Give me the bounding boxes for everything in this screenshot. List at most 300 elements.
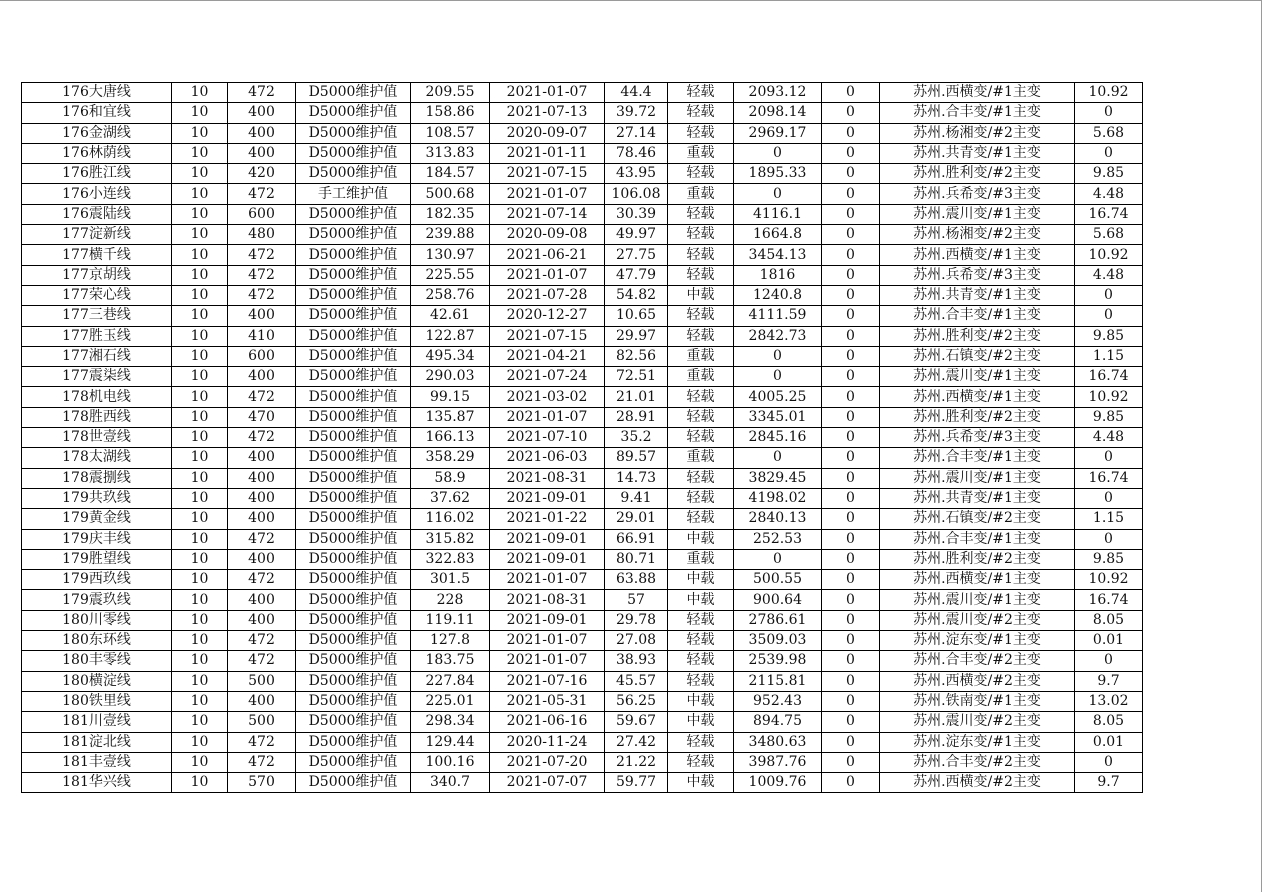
cell-transformer-load: 0 <box>1075 651 1143 671</box>
cell-current-value: 227.84 <box>411 671 490 691</box>
cell-rated-current: 600 <box>228 346 296 366</box>
cell-transformer-load: 5.68 <box>1075 225 1143 245</box>
table-row <box>22 245 1143 265</box>
cell-record-date: 2020-09-07 <box>490 123 605 143</box>
cell-transformer-load: 16.74 <box>1075 590 1143 610</box>
cell-load-rate: 66.91 <box>605 529 668 549</box>
cell-transformer: 苏州.震川变/#1主变 <box>880 204 1075 224</box>
cell-load-status: 轻载 <box>668 752 734 772</box>
cell-transformer: 苏州.震川变/#2主变 <box>880 712 1075 732</box>
cell-available-capacity: 0 <box>734 143 822 163</box>
cell-load-status: 轻载 <box>668 225 734 245</box>
cell-load-rate: 29.78 <box>605 610 668 630</box>
cell-load-status: 重载 <box>668 448 734 468</box>
cell-record-date: 2021-08-31 <box>490 468 605 488</box>
cell-current-value: 301.5 <box>411 570 490 590</box>
cell-load-rate: 21.01 <box>605 387 668 407</box>
cell-rated-current: 472 <box>228 651 296 671</box>
table-row <box>22 407 1143 427</box>
cell-transformer-load: 5.68 <box>1075 123 1143 143</box>
cell-zero-value: 0 <box>822 204 880 224</box>
cell-transformer-load: 0 <box>1075 488 1143 508</box>
cell-load-rate: 59.67 <box>605 712 668 732</box>
cell-current-value: 42.61 <box>411 306 490 326</box>
table-row <box>22 752 1143 772</box>
table-row <box>22 529 1143 549</box>
cell-record-date: 2021-07-16 <box>490 671 605 691</box>
cell-available-capacity: 1009.76 <box>734 773 822 793</box>
cell-current-value: 184.57 <box>411 164 490 184</box>
cell-current-value: 58.9 <box>411 468 490 488</box>
cell-voltage: 10 <box>172 732 228 752</box>
cell-maintenance-source: D5000维护值 <box>296 123 411 143</box>
cell-zero-value: 0 <box>822 367 880 387</box>
cell-load-rate: 43.95 <box>605 164 668 184</box>
table-row <box>22 488 1143 508</box>
cell-maintenance-source: D5000维护值 <box>296 773 411 793</box>
cell-current-value: 108.57 <box>411 123 490 143</box>
cell-transformer-load: 10.92 <box>1075 245 1143 265</box>
cell-load-rate: 63.88 <box>605 570 668 590</box>
cell-record-date: 2021-07-07 <box>490 773 605 793</box>
cell-available-capacity: 2840.13 <box>734 509 822 529</box>
cell-rated-current: 400 <box>228 549 296 569</box>
cell-zero-value: 0 <box>822 651 880 671</box>
cell-transformer-load: 9.7 <box>1075 773 1143 793</box>
cell-zero-value: 0 <box>822 184 880 204</box>
cell-maintenance-source: D5000维护值 <box>296 732 411 752</box>
cell-voltage: 10 <box>172 631 228 651</box>
cell-transformer-load: 9.85 <box>1075 407 1143 427</box>
cell-transformer-load: 9.85 <box>1075 549 1143 569</box>
cell-zero-value: 0 <box>822 468 880 488</box>
table-row <box>22 83 1143 103</box>
cell-available-capacity: 3987.76 <box>734 752 822 772</box>
cell-transformer-load: 0 <box>1075 143 1143 163</box>
cell-voltage: 10 <box>172 651 228 671</box>
cell-voltage: 10 <box>172 103 228 123</box>
cell-rated-current: 400 <box>228 691 296 711</box>
cell-transformer: 苏州.合丰变/#1主变 <box>880 306 1075 326</box>
cell-current-value: 500.68 <box>411 184 490 204</box>
cell-maintenance-source: D5000维护值 <box>296 83 411 103</box>
cell-load-status: 轻载 <box>668 204 734 224</box>
page-top-border <box>0 0 1262 1</box>
cell-load-rate: 38.93 <box>605 651 668 671</box>
cell-maintenance-source: D5000维护值 <box>296 549 411 569</box>
cell-available-capacity: 2539.98 <box>734 651 822 671</box>
cell-transformer-load: 1.15 <box>1075 346 1143 366</box>
cell-rated-current: 472 <box>228 529 296 549</box>
cell-transformer-load: 0 <box>1075 285 1143 305</box>
table-row <box>22 346 1143 366</box>
cell-load-status: 轻载 <box>668 387 734 407</box>
cell-record-date: 2021-01-07 <box>490 407 605 427</box>
cell-available-capacity: 500.55 <box>734 570 822 590</box>
cell-load-status: 中载 <box>668 285 734 305</box>
cell-voltage: 10 <box>172 773 228 793</box>
cell-available-capacity: 4116.1 <box>734 204 822 224</box>
cell-load-status: 中载 <box>668 691 734 711</box>
cell-current-value: 166.13 <box>411 428 490 448</box>
cell-load-status: 轻载 <box>668 326 734 346</box>
cell-load-rate: 9.41 <box>605 488 668 508</box>
table-row <box>22 549 1143 569</box>
table-row <box>22 610 1143 630</box>
cell-transformer: 苏州.震川变/#1主变 <box>880 590 1075 610</box>
cell-record-date: 2021-01-11 <box>490 143 605 163</box>
cell-load-status: 轻载 <box>668 245 734 265</box>
cell-voltage: 10 <box>172 671 228 691</box>
cell-transformer-load: 0.01 <box>1075 631 1143 651</box>
cell-voltage: 10 <box>172 610 228 630</box>
cell-voltage: 10 <box>172 712 228 732</box>
cell-rated-current: 472 <box>228 265 296 285</box>
cell-current-value: 122.87 <box>411 326 490 346</box>
cell-line-name: 177京胡线 <box>22 265 172 285</box>
cell-available-capacity: 2115.81 <box>734 671 822 691</box>
cell-rated-current: 472 <box>228 631 296 651</box>
cell-maintenance-source: D5000维护值 <box>296 448 411 468</box>
cell-voltage: 10 <box>172 346 228 366</box>
cell-transformer-load: 10.92 <box>1075 570 1143 590</box>
table-row <box>22 631 1143 651</box>
cell-line-name: 181川壹线 <box>22 712 172 732</box>
cell-record-date: 2021-01-07 <box>490 651 605 671</box>
cell-line-name: 177横千线 <box>22 245 172 265</box>
cell-rated-current: 400 <box>228 590 296 610</box>
cell-record-date: 2021-06-03 <box>490 448 605 468</box>
cell-current-value: 495.34 <box>411 346 490 366</box>
cell-transformer: 苏州.兵希变/#3主变 <box>880 265 1075 285</box>
cell-load-status: 轻载 <box>668 631 734 651</box>
cell-zero-value: 0 <box>822 346 880 366</box>
cell-transformer-load: 10.92 <box>1075 387 1143 407</box>
table-row <box>22 671 1143 691</box>
cell-line-name: 179胜望线 <box>22 549 172 569</box>
cell-line-name: 177淀新线 <box>22 225 172 245</box>
cell-maintenance-source: D5000维护值 <box>296 225 411 245</box>
cell-zero-value: 0 <box>822 488 880 508</box>
cell-record-date: 2021-07-15 <box>490 326 605 346</box>
cell-line-name: 176胜江线 <box>22 164 172 184</box>
cell-available-capacity: 2845.16 <box>734 428 822 448</box>
cell-current-value: 358.29 <box>411 448 490 468</box>
cell-record-date: 2021-09-01 <box>490 549 605 569</box>
cell-voltage: 10 <box>172 367 228 387</box>
cell-available-capacity: 0 <box>734 346 822 366</box>
cell-zero-value: 0 <box>822 387 880 407</box>
cell-available-capacity: 252.53 <box>734 529 822 549</box>
cell-transformer-load: 16.74 <box>1075 204 1143 224</box>
cell-maintenance-source: D5000维护值 <box>296 367 411 387</box>
cell-record-date: 2021-01-07 <box>490 184 605 204</box>
cell-line-name: 176震陆线 <box>22 204 172 224</box>
cell-record-date: 2021-07-10 <box>490 428 605 448</box>
cell-transformer-load: 9.85 <box>1075 164 1143 184</box>
cell-current-value: 129.44 <box>411 732 490 752</box>
cell-line-name: 179庆丰线 <box>22 529 172 549</box>
cell-current-value: 135.87 <box>411 407 490 427</box>
cell-zero-value: 0 <box>822 143 880 163</box>
table-row <box>22 143 1143 163</box>
cell-load-rate: 56.25 <box>605 691 668 711</box>
table-row <box>22 712 1143 732</box>
table-row <box>22 590 1143 610</box>
cell-current-value: 228 <box>411 590 490 610</box>
cell-zero-value: 0 <box>822 509 880 529</box>
cell-line-name: 180横淀线 <box>22 671 172 691</box>
cell-maintenance-source: 手工维护值 <box>296 184 411 204</box>
cell-available-capacity: 4111.59 <box>734 306 822 326</box>
cell-load-rate: 27.08 <box>605 631 668 651</box>
cell-available-capacity: 3480.63 <box>734 732 822 752</box>
table-row <box>22 570 1143 590</box>
cell-transformer-load: 0 <box>1075 529 1143 549</box>
cell-load-status: 轻载 <box>668 651 734 671</box>
cell-rated-current: 570 <box>228 773 296 793</box>
cell-available-capacity: 2969.17 <box>734 123 822 143</box>
cell-current-value: 100.16 <box>411 752 490 772</box>
table-row <box>22 468 1143 488</box>
cell-voltage: 10 <box>172 448 228 468</box>
cell-load-status: 重载 <box>668 184 734 204</box>
cell-transformer: 苏州.合丰变/#1主变 <box>880 448 1075 468</box>
cell-transformer: 苏州.西横变/#1主变 <box>880 570 1075 590</box>
cell-record-date: 2021-06-21 <box>490 245 605 265</box>
cell-current-value: 127.8 <box>411 631 490 651</box>
cell-maintenance-source: D5000维护值 <box>296 407 411 427</box>
cell-transformer: 苏州.杨湘变/#2主变 <box>880 123 1075 143</box>
cell-load-status: 重载 <box>668 143 734 163</box>
cell-current-value: 225.01 <box>411 691 490 711</box>
cell-rated-current: 472 <box>228 285 296 305</box>
table-row <box>22 225 1143 245</box>
cell-record-date: 2021-05-31 <box>490 691 605 711</box>
cell-transformer: 苏州.西横变/#1主变 <box>880 387 1075 407</box>
cell-record-date: 2021-07-13 <box>490 103 605 123</box>
cell-load-status: 轻载 <box>668 83 734 103</box>
cell-rated-current: 410 <box>228 326 296 346</box>
cell-voltage: 10 <box>172 265 228 285</box>
cell-available-capacity: 1240.8 <box>734 285 822 305</box>
cell-load-status: 轻载 <box>668 428 734 448</box>
cell-current-value: 182.35 <box>411 204 490 224</box>
cell-voltage: 10 <box>172 164 228 184</box>
cell-available-capacity: 1816 <box>734 265 822 285</box>
cell-line-name: 179震玖线 <box>22 590 172 610</box>
cell-transformer-load: 9.7 <box>1075 671 1143 691</box>
cell-load-status: 中载 <box>668 773 734 793</box>
cell-maintenance-source: D5000维护值 <box>296 610 411 630</box>
cell-load-rate: 14.73 <box>605 468 668 488</box>
cell-zero-value: 0 <box>822 570 880 590</box>
cell-record-date: 2021-04-21 <box>490 346 605 366</box>
cell-zero-value: 0 <box>822 164 880 184</box>
cell-load-rate: 78.46 <box>605 143 668 163</box>
cell-line-name: 180丰零线 <box>22 651 172 671</box>
cell-load-status: 中载 <box>668 590 734 610</box>
cell-record-date: 2021-07-28 <box>490 285 605 305</box>
cell-maintenance-source: D5000维护值 <box>296 752 411 772</box>
cell-transformer: 苏州.铁南变/#1主变 <box>880 691 1075 711</box>
cell-line-name: 178太湖线 <box>22 448 172 468</box>
cell-load-rate: 89.57 <box>605 448 668 468</box>
cell-load-status: 轻载 <box>668 306 734 326</box>
cell-load-status: 轻载 <box>668 509 734 529</box>
cell-record-date: 2021-09-01 <box>490 610 605 630</box>
cell-load-rate: 49.97 <box>605 225 668 245</box>
cell-current-value: 158.86 <box>411 103 490 123</box>
cell-current-value: 258.76 <box>411 285 490 305</box>
cell-maintenance-source: D5000维护值 <box>296 488 411 508</box>
cell-transformer: 苏州.合丰变/#1主变 <box>880 529 1075 549</box>
cell-maintenance-source: D5000维护值 <box>296 387 411 407</box>
cell-rated-current: 400 <box>228 103 296 123</box>
cell-zero-value: 0 <box>822 712 880 732</box>
cell-maintenance-source: D5000维护值 <box>296 306 411 326</box>
table-row <box>22 184 1143 204</box>
cell-transformer-load: 4.48 <box>1075 265 1143 285</box>
cell-line-name: 181华兴线 <box>22 773 172 793</box>
cell-load-status: 轻载 <box>668 103 734 123</box>
cell-available-capacity: 952.43 <box>734 691 822 711</box>
cell-current-value: 37.62 <box>411 488 490 508</box>
cell-maintenance-source: D5000维护值 <box>296 631 411 651</box>
table-body <box>22 83 1143 793</box>
cell-maintenance-source: D5000维护值 <box>296 691 411 711</box>
cell-transformer-load: 1.15 <box>1075 509 1143 529</box>
cell-current-value: 183.75 <box>411 651 490 671</box>
cell-record-date: 2021-03-02 <box>490 387 605 407</box>
cell-record-date: 2021-07-20 <box>490 752 605 772</box>
cell-zero-value: 0 <box>822 691 880 711</box>
cell-voltage: 10 <box>172 245 228 265</box>
cell-load-status: 轻载 <box>668 610 734 630</box>
cell-maintenance-source: D5000维护值 <box>296 712 411 732</box>
table-row <box>22 448 1143 468</box>
cell-voltage: 10 <box>172 428 228 448</box>
cell-load-rate: 27.75 <box>605 245 668 265</box>
cell-maintenance-source: D5000维护值 <box>296 164 411 184</box>
cell-available-capacity: 0 <box>734 367 822 387</box>
cell-line-name: 176林荫线 <box>22 143 172 163</box>
table-row <box>22 164 1143 184</box>
cell-current-value: 116.02 <box>411 509 490 529</box>
cell-line-name: 178胜西线 <box>22 407 172 427</box>
cell-transformer-load: 4.48 <box>1075 428 1143 448</box>
table-row <box>22 732 1143 752</box>
cell-zero-value: 0 <box>822 225 880 245</box>
cell-rated-current: 472 <box>228 184 296 204</box>
cell-record-date: 2021-09-01 <box>490 529 605 549</box>
cell-load-rate: 27.42 <box>605 732 668 752</box>
cell-record-date: 2021-01-07 <box>490 631 605 651</box>
table-row <box>22 428 1143 448</box>
cell-available-capacity: 0 <box>734 184 822 204</box>
cell-transformer-load: 10.92 <box>1075 83 1143 103</box>
cell-maintenance-source: D5000维护值 <box>296 570 411 590</box>
cell-transformer: 苏州.震川变/#1主变 <box>880 367 1075 387</box>
cell-zero-value: 0 <box>822 245 880 265</box>
cell-transformer: 苏州.共青变/#1主变 <box>880 285 1075 305</box>
cell-load-status: 重载 <box>668 367 734 387</box>
cell-load-rate: 10.65 <box>605 306 668 326</box>
cell-transformer: 苏州.兵希变/#3主变 <box>880 428 1075 448</box>
cell-load-status: 轻载 <box>668 488 734 508</box>
cell-available-capacity: 4005.25 <box>734 387 822 407</box>
cell-line-name: 181丰壹线 <box>22 752 172 772</box>
cell-zero-value: 0 <box>822 631 880 651</box>
cell-load-status: 轻载 <box>668 123 734 143</box>
cell-transformer: 苏州.合丰变/#2主变 <box>880 651 1075 671</box>
cell-transformer: 苏州.共青变/#1主变 <box>880 488 1075 508</box>
cell-load-rate: 47.79 <box>605 265 668 285</box>
cell-rated-current: 472 <box>228 245 296 265</box>
cell-rated-current: 472 <box>228 428 296 448</box>
cell-voltage: 10 <box>172 306 228 326</box>
cell-load-rate: 54.82 <box>605 285 668 305</box>
table-row <box>22 103 1143 123</box>
cell-current-value: 209.55 <box>411 83 490 103</box>
cell-transformer: 苏州.西横变/#1主变 <box>880 245 1075 265</box>
cell-line-name: 180东环线 <box>22 631 172 651</box>
cell-available-capacity: 0 <box>734 448 822 468</box>
cell-zero-value: 0 <box>822 590 880 610</box>
cell-line-name: 176和宜线 <box>22 103 172 123</box>
cell-available-capacity: 3829.45 <box>734 468 822 488</box>
cell-transformer: 苏州.胜利变/#2主变 <box>880 407 1075 427</box>
cell-transformer-load: 0 <box>1075 752 1143 772</box>
table-row <box>22 691 1143 711</box>
cell-record-date: 2021-07-15 <box>490 164 605 184</box>
cell-load-status: 重载 <box>668 549 734 569</box>
cell-rated-current: 472 <box>228 83 296 103</box>
cell-load-rate: 30.39 <box>605 204 668 224</box>
cell-transformer-load: 9.85 <box>1075 326 1143 346</box>
cell-maintenance-source: D5000维护值 <box>296 204 411 224</box>
cell-zero-value: 0 <box>822 610 880 630</box>
cell-voltage: 10 <box>172 407 228 427</box>
cell-record-date: 2020-12-27 <box>490 306 605 326</box>
cell-line-name: 178机电线 <box>22 387 172 407</box>
cell-load-rate: 35.2 <box>605 428 668 448</box>
cell-available-capacity: 2098.14 <box>734 103 822 123</box>
cell-rated-current: 420 <box>228 164 296 184</box>
cell-available-capacity: 3509.03 <box>734 631 822 651</box>
cell-line-name: 177湘石线 <box>22 346 172 366</box>
cell-voltage: 10 <box>172 570 228 590</box>
cell-load-status: 重载 <box>668 346 734 366</box>
cell-load-rate: 106.08 <box>605 184 668 204</box>
cell-load-rate: 80.71 <box>605 549 668 569</box>
cell-record-date: 2021-07-14 <box>490 204 605 224</box>
cell-zero-value: 0 <box>822 773 880 793</box>
cell-available-capacity: 3454.13 <box>734 245 822 265</box>
cell-maintenance-source: D5000维护值 <box>296 143 411 163</box>
cell-record-date: 2021-01-07 <box>490 265 605 285</box>
cell-line-name: 179西玖线 <box>22 570 172 590</box>
cell-record-date: 2021-08-31 <box>490 590 605 610</box>
table-row <box>22 306 1143 326</box>
cell-voltage: 10 <box>172 590 228 610</box>
cell-zero-value: 0 <box>822 103 880 123</box>
cell-load-status: 轻载 <box>668 265 734 285</box>
cell-voltage: 10 <box>172 509 228 529</box>
cell-voltage: 10 <box>172 143 228 163</box>
cell-available-capacity: 1895.33 <box>734 164 822 184</box>
cell-transformer-load: 16.74 <box>1075 367 1143 387</box>
